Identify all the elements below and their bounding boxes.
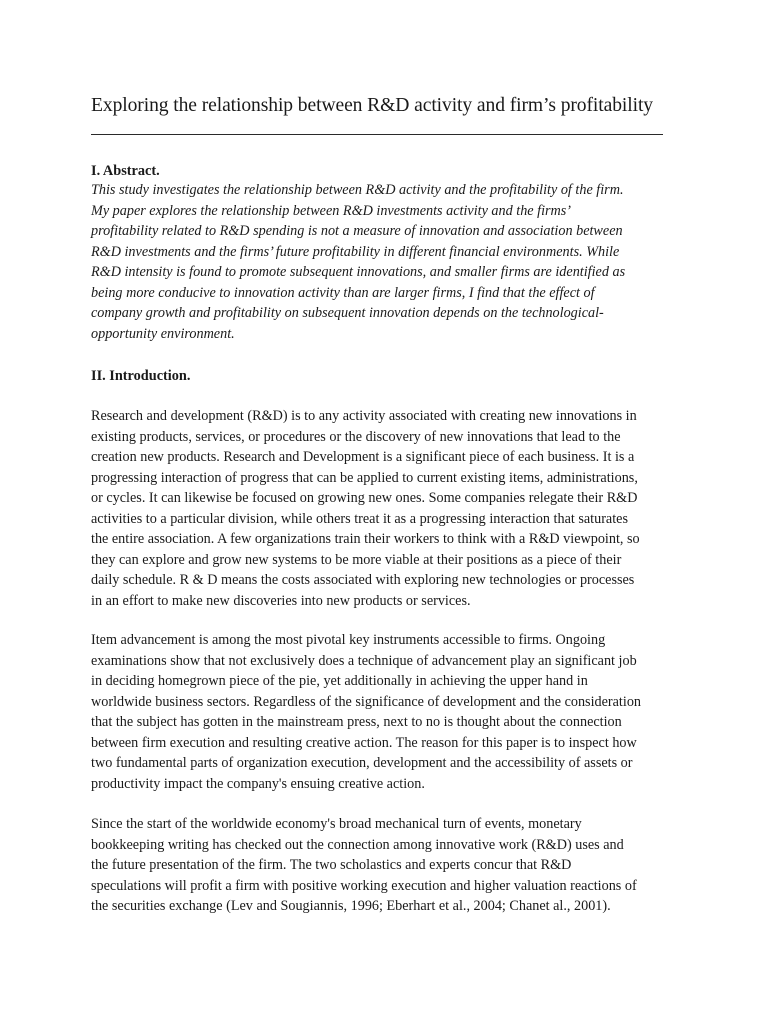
title-divider	[91, 134, 663, 135]
text-line: profitability related to R&D spending is not a measure of innovation and association between	[91, 223, 623, 239]
text-line: progressing interaction of progress that can be applied to current existing items, administrations,	[91, 469, 638, 486]
text-line: creation new products. Research and Development is a significant piece of each business. It is a	[91, 449, 635, 465]
text-line: Item advancement is among the most pivotal key instruments accessible to firms. Ongoing	[91, 632, 606, 648]
text-line: being more conducive to innovation activity than are larger firms, I find that the effect of	[91, 284, 595, 301]
introduction-paragraph-1	[91, 406, 691, 611]
text-line: Since the start of the worldwide economy's broad mechanical turn of events, monetary	[91, 816, 582, 832]
introduction-paragraph-3	[91, 814, 691, 917]
text-line: existing products, services, or procedures or the discovery of new innovations that lead to the	[91, 428, 621, 445]
text-line: My paper explores the relationship between R&D investments activity and the firms’	[91, 202, 572, 219]
text-line: company growth and profitability on subsequent innovation depends on the technological-	[91, 305, 604, 321]
text-line: the securities exchange (Lev and Sougiannis, 1996; Eberhart et al., 2004; Chanet al., 2001).	[91, 898, 611, 914]
abstract-body	[91, 180, 691, 344]
text-line: the future presentation of the firm. The two scholastics and experts concur that R&D	[91, 857, 572, 873]
text-line: worldwide business sectors. Regardless of the significance of development and the consideration	[91, 693, 642, 710]
text-line: R&D intensity is found to promote subsequent innovations, and smaller firms are identified as	[91, 264, 626, 280]
text-line: This study investigates the relationship between R&D activity and the profitability of the firm.	[91, 182, 624, 198]
text-line: Research and development (R&D) is to any activity associated with creating new innovations in	[91, 408, 637, 424]
text-line: speculations will profit a firm with positive working execution and higher valuation reactions of	[91, 877, 637, 894]
text-line: they can explore and grow new systems to be more viable at their positions as a piece of their	[91, 551, 622, 568]
abstract-heading: I. Abstract.	[91, 163, 160, 179]
text-line: in an effort to make new discoveries into new products or services.	[91, 592, 471, 609]
text-line: examinations show that not exclusively does a technique of advancement play an significant job	[91, 652, 637, 669]
text-line: bookkeeping writing has checked out the connection among innovative work (R&D) uses and	[91, 836, 624, 853]
text-line: between firm execution and resulting creative action. The reason for this paper is to inspect how	[91, 734, 637, 751]
text-line: R&D investments and the firms’ future profitability in different financial environments. While	[91, 243, 620, 260]
text-line: or cycles. It can likewise be focused on growing new ones. Some companies relegate their R&D	[91, 490, 638, 506]
page-title: Exploring the relationship between R&D activity and firm’s profitability	[91, 95, 653, 116]
text-line: daily schedule. R & D means the costs associated with exploring new technologies or processes	[91, 572, 635, 588]
introduction-paragraph-2	[91, 630, 691, 794]
text-line: opportunity environment.	[91, 325, 235, 342]
introduction-heading: II. Introduction.	[91, 368, 191, 384]
text-line: activities to a particular division, while others treat it as a progressing interaction that saturates	[91, 510, 628, 527]
text-line: productivity impact the company's ensuing creative action.	[91, 775, 425, 792]
text-line: the entire association. A few organizations train their workers to think with a R&D viewpoint, so	[91, 531, 640, 547]
text-line: in deciding homegrown piece of the pie, yet additionally in achieving the upper hand in	[91, 673, 588, 689]
text-line: two fundamental parts of organization execution, development and the accessibility of assets or	[91, 755, 633, 771]
text-line: that the subject has gotten in the mainstream press, next to no is thought about the connection	[91, 714, 622, 730]
